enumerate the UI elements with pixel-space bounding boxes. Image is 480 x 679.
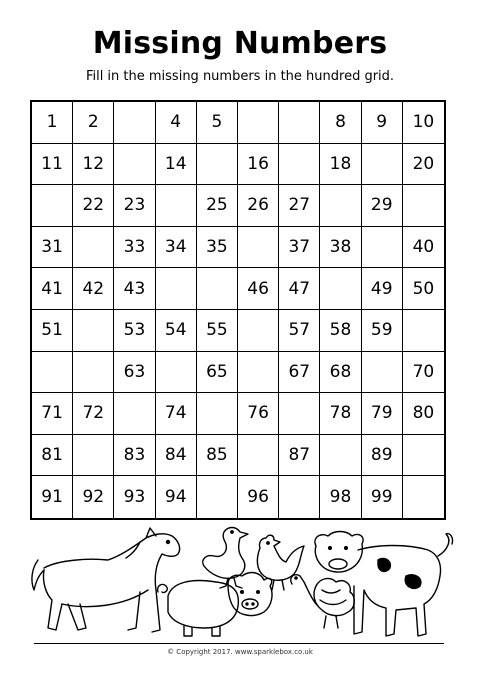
worksheet-title: Missing Numbers <box>92 26 388 61</box>
grid-cell-blank <box>279 144 320 186</box>
grid-cell: 29 <box>362 185 403 227</box>
grid-cell: 25 <box>197 185 238 227</box>
grid-cell: 41 <box>32 268 73 310</box>
grid-cell: 89 <box>362 435 403 477</box>
grid-cell: 72 <box>73 393 114 435</box>
grid-cell-blank <box>279 393 320 435</box>
grid-cell-blank <box>362 227 403 269</box>
grid-cell: 91 <box>32 476 73 518</box>
grid-cell: 85 <box>197 435 238 477</box>
grid-cell-blank <box>403 185 444 227</box>
grid-cell: 92 <box>73 476 114 518</box>
grid-cell: 55 <box>197 310 238 352</box>
grid-cell-blank <box>197 476 238 518</box>
grid-cell: 57 <box>279 310 320 352</box>
grid-cell: 4 <box>156 102 197 144</box>
grid-cell-blank <box>238 310 279 352</box>
grid-cell-blank <box>114 393 155 435</box>
grid-cell: 12 <box>73 144 114 186</box>
grid-cell: 93 <box>114 476 155 518</box>
grid-cell-blank <box>279 102 320 144</box>
grid-cell: 22 <box>73 185 114 227</box>
grid-cell: 20 <box>403 144 444 186</box>
grid-cell: 58 <box>320 310 361 352</box>
grid-cell: 87 <box>279 435 320 477</box>
worksheet-instructions: Fill in the missing numbers in the hundred grid. <box>85 69 395 84</box>
grid-cell: 99 <box>362 476 403 518</box>
grid-cell: 80 <box>403 393 444 435</box>
grid-cell-blank <box>73 435 114 477</box>
grid-cell: 9 <box>362 102 403 144</box>
grid-cell-blank <box>320 185 361 227</box>
grid-cell-blank <box>114 102 155 144</box>
grid-cell: 70 <box>403 352 444 394</box>
grid-cell-blank <box>238 102 279 144</box>
horse-icon <box>32 528 180 632</box>
grid-cell: 46 <box>238 268 279 310</box>
grid-cell: 59 <box>362 310 403 352</box>
grid-cell-blank <box>114 144 155 186</box>
grid-cell-blank <box>238 435 279 477</box>
grid-cell: 27 <box>279 185 320 227</box>
grid-cell-blank <box>238 352 279 394</box>
grid-cell: 96 <box>238 476 279 518</box>
grid-cell-blank <box>32 352 73 394</box>
grid-cell-blank <box>156 268 197 310</box>
grid-cell: 8 <box>320 102 361 144</box>
grid-cell-blank <box>362 144 403 186</box>
grid-cell: 31 <box>32 227 73 269</box>
copyright-footer: © Copyright 2017. www.sparklebox.co.uk <box>167 648 313 656</box>
grid-cell: 18 <box>320 144 361 186</box>
grid-cell: 74 <box>156 393 197 435</box>
grid-cell: 33 <box>114 227 155 269</box>
grid-cell: 51 <box>32 310 73 352</box>
grid-cell: 65 <box>197 352 238 394</box>
grid-cell: 63 <box>114 352 155 394</box>
grid-cell: 50 <box>403 268 444 310</box>
grid-cell: 23 <box>114 185 155 227</box>
grid-cell: 38 <box>320 227 361 269</box>
grid-cell: 76 <box>238 393 279 435</box>
grid-cell: 53 <box>114 310 155 352</box>
pig-icon <box>158 573 272 636</box>
grid-cell-blank <box>197 393 238 435</box>
grid-cell: 54 <box>156 310 197 352</box>
grid-cell: 83 <box>114 435 155 477</box>
grid-cell-blank <box>320 268 361 310</box>
grid-cell-blank <box>73 352 114 394</box>
grid-cell: 11 <box>32 144 73 186</box>
grid-cell-blank <box>156 185 197 227</box>
farm-animals-illustration <box>28 520 456 645</box>
grid-cell: 43 <box>114 268 155 310</box>
grid-cell-blank <box>403 476 444 518</box>
hen-icon <box>257 535 304 590</box>
grid-cell: 2 <box>73 102 114 144</box>
grid-cell: 68 <box>320 352 361 394</box>
grid-cell-blank <box>238 227 279 269</box>
grid-cell-blank <box>156 352 197 394</box>
grid-cell: 98 <box>320 476 361 518</box>
grid-cell: 40 <box>403 227 444 269</box>
grid-cell: 49 <box>362 268 403 310</box>
grid-cell-blank <box>73 227 114 269</box>
grid-cell: 42 <box>73 268 114 310</box>
hundred-grid <box>30 100 446 520</box>
grid-cell-blank <box>197 268 238 310</box>
grid-cell: 37 <box>279 227 320 269</box>
grid-cell: 94 <box>156 476 197 518</box>
grid-cell-blank <box>32 185 73 227</box>
cow-icon <box>315 532 453 637</box>
grid-cell: 10 <box>403 102 444 144</box>
turkey-icon <box>291 575 355 628</box>
grid-cell-blank <box>403 435 444 477</box>
grid-cell: 67 <box>279 352 320 394</box>
grid-cell: 78 <box>320 393 361 435</box>
grid-cell: 26 <box>238 185 279 227</box>
grid-cell: 71 <box>32 393 73 435</box>
grid-cell: 79 <box>362 393 403 435</box>
grid-cell: 35 <box>197 227 238 269</box>
grid-cell-blank <box>320 435 361 477</box>
grid-cell: 47 <box>279 268 320 310</box>
grid-cell: 81 <box>32 435 73 477</box>
grid-cell: 84 <box>156 435 197 477</box>
grid-cell: 5 <box>197 102 238 144</box>
grid-cell: 34 <box>156 227 197 269</box>
duck-icon <box>203 528 248 589</box>
illustration-baseline <box>34 643 444 644</box>
grid-cell-blank <box>197 144 238 186</box>
grid-cell-blank <box>279 476 320 518</box>
grid-cell-blank <box>73 310 114 352</box>
grid-cell-blank <box>403 310 444 352</box>
grid-cell: 14 <box>156 144 197 186</box>
grid-cell: 16 <box>238 144 279 186</box>
grid-cell: 1 <box>32 102 73 144</box>
grid-cell-blank <box>362 352 403 394</box>
